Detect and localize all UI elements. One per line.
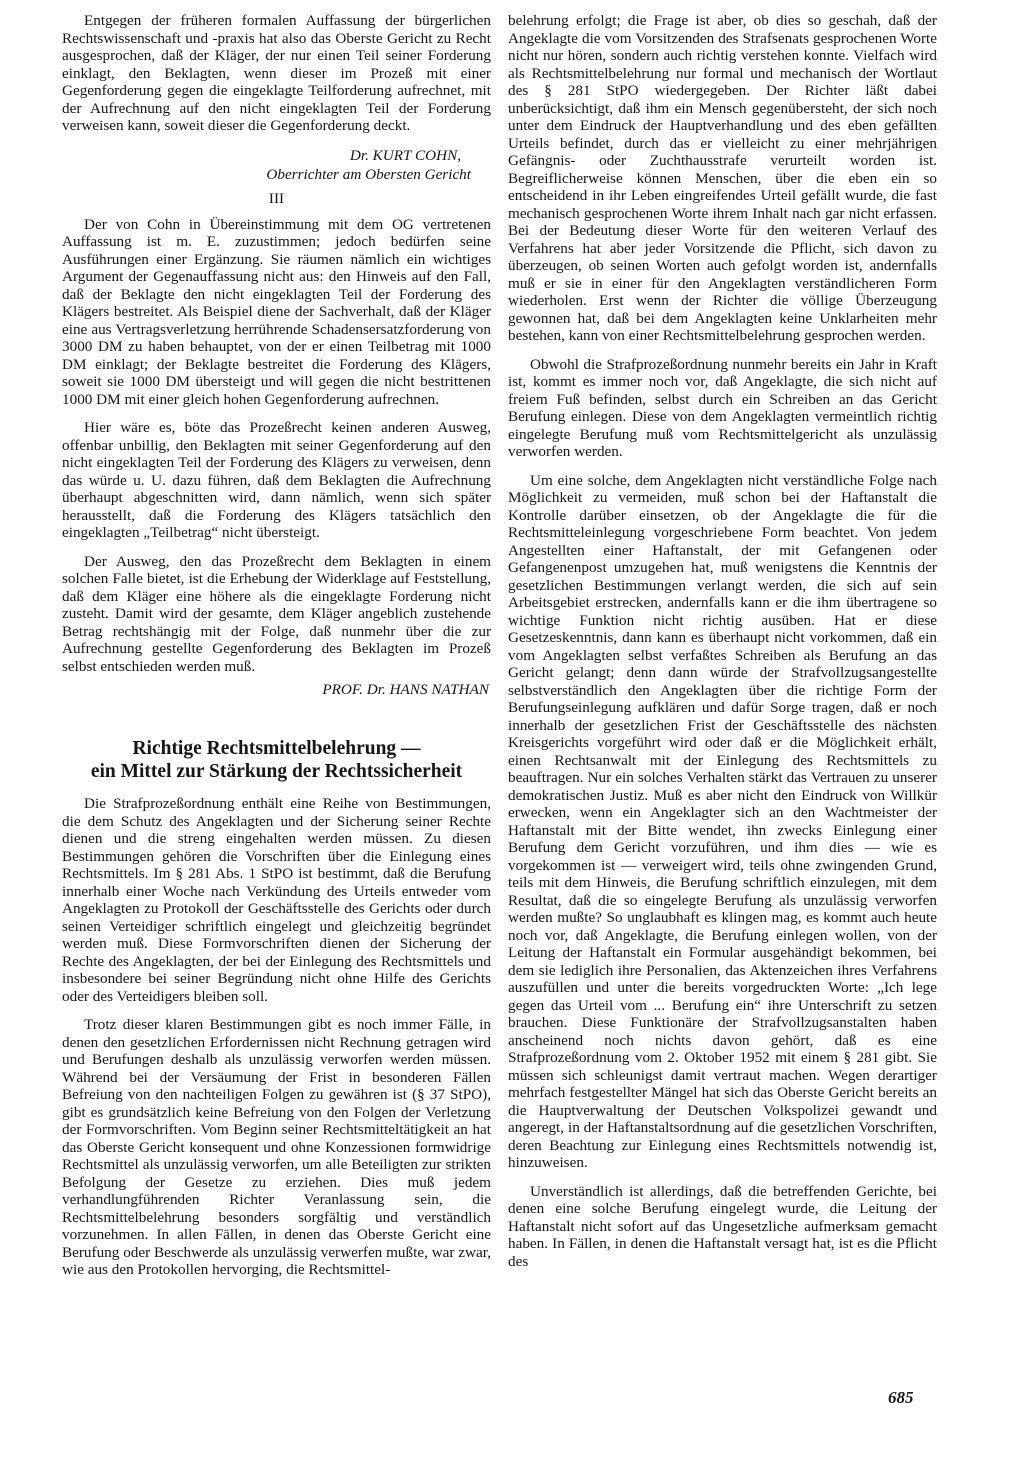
paragraph: Obwohl die Strafprozeßordnung nunmehr bereits ein Jahr in Kraft ist, kommt es immer noch vor, daß Angeklagte, die sich nicht auf freiem Fuß befinden, selbst durch ein Schreiben an das Gericht Berufung einlegen. Diese von dem Angeklagten vermeintlich richtig eingelegte Berufung muß vom Rechtsmittelgericht als unzulässig verworfen werden.: [508, 355, 937, 460]
paragraph: belehrung erfolgt; die Frage ist aber, ob dies so geschah, daß der Angeklagte die vom Vorsitzenden des Strafsenats gesprochenen Worte nicht nur hören, sondern auch richtig verstehen konnte. Vielfach wird als Rechtsmittelbelehrung nur formal und mechanisch der Wortlaut des § 281 StPO wiedergegeben. Der Richter läßt dabei unberücksichtigt, daß ihm ein Mensch gegenübersteht, der sich noch unter dem Eindruck der Hauptverhandlung und des eben gefällten Urteils befindet, durch das er vielleicht zu einer mehrjährigen Gefängnis- oder Zuchthausstrafe verurteilt worden ist. Begreiflicherweise können Menschen, über die eben ein so entscheidend in ihr Leben eingreifendes Urteil gefällt wurde, die fast mechanisch gesprochenen Worte ihrem Inhalt nach gar nicht erfassen. Bei der Bedeutung dieser Worte für den weiteren Verlauf des Verfahrens hat aber jeder Vorsitzende die Pflicht, sich davon zu überzeugen, ob seinen Worten auch gefolgt worden ist, andernfalls muß er sie in einer für den Angeklagten verständlicheren Form wiederholen. Erst wenn der Richter die völlige Überzeugung gewonnen hat, daß bei dem Angeklagten keine Unklarheiten mehr bestehen, kann von einer Rechtsmittelbelehrung gesprochen werden.: [508, 12, 937, 344]
article-heading: [62, 737, 491, 783]
author-signature-title: Oberrichter am Obersten Gericht: [266, 165, 471, 183]
paragraph: Die Strafprozeßordnung enthält eine Reihe von Bestimmungen, die dem Schutz des Angeklagten und der Sicherung seiner Rechte dienen und die streng eingehalten werden müssen. Zu diesen Bestimmungen gehören die Vorschriften über die Einlegung eines Rechtsmittels. Im § 281 Abs. 1 StPO ist bestimmt, daß die Berufung innerhalb einer Woche nach Verkündung des Urteils entweder vom Angeklagten zu Protokoll der Geschäftsstelle des Gerichts oder durch seinen Verteidiger schriftlich eingelegt und gleichzeitig begründet werden muß. Diese Formvorschriften dienen der Sicherung der Rechte des Angeklagten, der bei der Einlegung des Rechtsmittels und insbesondere bei seiner Begründung nicht ohne Hilfe des Gerichts oder des Verteidigers bleiben soll.: [62, 795, 491, 1005]
paragraph: Unverständlich ist allerdings, daß die betreffenden Gerichte, bei denen eine solche Berufung eingelegt wurde, die Leitung der Haftanstalt nicht sofort auf das Ungesetzliche aufmerksam gemacht haben. In Fällen, in denen die Haftanstalt versagt hat, ist es die Pflicht des: [508, 1182, 937, 1270]
paragraph: Entgegen der früheren formalen Auffassung der bürgerlichen Rechtswissenschaft und -praxis hat also das Oberste Gericht zu Recht ausgesprochen, daß der Kläger, der nur einen Teil seiner Forderung einklagt, den Beklagten, wenn dieser im Prozeß mit einer Gegenforderung gegen die eingeklagte Teilforderung aufrechnet, mit der Aufrechnung auf den nicht eingeklagten Teil der Forderung verweisen kann, soweit dieser die Gegenforderung deckt.: [62, 12, 491, 134]
article-heading-line: Richtige Rechtsmittelbelehrung —: [132, 738, 421, 759]
paragraph: Um eine solche, dem Angeklagten nicht verständliche Folge nach Möglichkeit zu vermeiden, muß schon bei der Haftanstalt die Kontrolle darüber einsetzen, ob der Angeklagte die für die Rechtsmitteleinlegung vorgeschriebene Form beachtet. Von jedem Angestellten einer Haftanstalt, der mit Gefangenen oder Gefangenenpost umzugehen hat, muß wenigstens die Kenntnis der gesetzlichen Bestimmungen verlangt werden, die sich auf sein Arbeitsgebiet erstrecken, andernfalls kann er die ihm übertragene so wichtige Funktion nicht richtig ausüben. Hat er diese Gesetzeskenntnis, dann kann es überhaupt nicht vorkommen, daß ein vom Angeklagten selbst verfaßtes Schreiben als Berufung an das Gericht gelangt; denn dann würde der Strafvollzugsangestellte selbstverständlich den Angeklagten über die richtige Form der Berufungseinlegung aufklären und dafür Sorge tragen, daß er noch innerhalb der gesetzlichen Frist der Geschäftsstelle des nächsten Kreisgerichts vorgeführt wird oder daß er die Möglichkeit erhält, einen Rechtsanwalt mit der Einlegung des Rechtsmittels zu beauftragen. Nur ein solches Verhalten stärkt das Vertrauen zu unserer demokratischen Justiz. Muß es aber nicht den Eindruck von Willkür erwecken, wenn ein Angeklagter sich an den Wachtmeister der Haftanstalt mit der Bitte wendet, ihn zwecks Einlegung einer Berufung dem Gericht vorzuführen, und ihm dies — wie es vorgekommen ist — verweigert wird, teils ohne zwingenden Grund, teils mit dem Hinweis, die Berufung schriftlich einzulegen, mit dem Resultat, daß die so eingelegte Berufung als unzulässig verworfen werden mußte? So unglaubhaft es klingen mag, es kommt auch heute noch vor, daß Angeklagte, die Berufung einlegen wollen, von der Leitung der Haftanstalt ein Formular ausgehändigt bekommen, bei dem sie lediglich ihre Personalien, das Aktenzeichen ihres Verfahrens auszufüllen und unter die bereits vorgedruckten Worte: „Ich lege gegen das Urteil vom ... Berufung ein“ ihre Unterschrift zu setzen brauchen. Diese Funktionäre der Strafvollzugsanstalten haben anscheinend noch nichts davon gehört, daß es eine Strafprozeßordnung vom 2. Oktober 1952 mit einem § 281 gibt. Sie müssen sich schleunigst damit vertraut machen. Wegen derartiger mehrfach festgestellter Mängel hat sich das Oberste Gericht bereits an die Hauptverwaltung der Deutschen Volkspolizei gewandt und angeregt, in der Haftanstaltsordnung auf die gesetzlichen Vorschriften, deren Beachtung zur Einlegung eines Rechtsmittels notwendig ist, hinzuweisen.: [508, 471, 937, 1171]
paragraph: Der Ausweg, den das Prozeßrecht dem Beklagten in einem solchen Falle bietet, ist die Erhebung der Widerklage auf Feststellung, daß dem Kläger eine höhere als die eingeklagte Forderung nicht zusteht. Damit wird der gesamte, dem Kläger angeblich zustehende Betrag rechtshängig mit der Folge, daß nunmehr über die zur Aufrechnung gestellte Gegenforderung des Beklagten im Prozeß selbst entschieden werden muß.: [62, 552, 491, 675]
page-number: 685: [888, 1388, 914, 1407]
right-column: [508, 12, 937, 1281]
paragraph: Der von Cohn in Übereinstimmung mit dem OG vertretenen Auffassung ist m. E. zuzustimmen; jedoch bedürfen seine Ausführungen einer Ergänzung. Sie räumen nämlich ein wichtiges Argument der Gegenauffassung nicht aus: den Hinweis auf den Fall, daß der Beklagte den nicht eingeklagten Teil der Forderung des Klägers bestreitet. Als Beispiel diene der Sachverhalt, daß der Kläger eine aus Vertragsverletzung herrührende Schadensersatzforderung von 3000 DM zu haben behauptet, von der er einen Teilbetrag mit 1000 DM einklagt; der Beklagte bestreitet die Forderung des Klägers, soweit sie 1000 DM übersteigt und will gegen die nicht bestrittenen 1000 DM mit einer gleich hohen Gegenforderung aufrechnen.: [62, 215, 491, 408]
author-signature-name: Dr. KURT COHN,: [349, 146, 461, 164]
left-column: [62, 12, 491, 1290]
article-heading-line: ein Mittel zur Stärkung der Rechtssicherheit: [90, 761, 463, 782]
author-signature: PROF. Dr. HANS NATHAN: [322, 681, 489, 698]
paragraph: Trotz dieser klaren Bestimmungen gibt es noch immer Fälle, in denen den gesetzlichen Erfordernissen nicht Rechnung getragen wird und Berufungen deshalb als unzulässig verworfen werden müssen. Während bei der Versäumung der Frist in besonderen Fällen Befreiung von den nachteiligen Folgen zu gewähren ist (§ 37 StPO), gibt es grundsätzlich keine Befreiung von den Folgen der Verletzung der Formvorschriften. Vom Beginn seiner Rechtsmitteltätigkeit an hat das Oberste Gericht konsequent und ohne Konzessionen formwidrige Rechtsmittel als unzulässig verworfen, um alle Beteiligten zur strikten Befolgung der Gesetze zu erziehen. Dies muß jedem verhandlungführenden Richter Veranlassung sein, die Rechtsmittelbelehrung besonders sorgfältig und verständlich vorzunehmen. In allen Fällen, in denen das Oberste Gericht eine Berufung oder Beschwerde als unzulässig verwerfen mußte, war zwar, wie aus den Protokollen hervorging, die Rechtsmittel-: [62, 1016, 491, 1278]
paragraph: Hier wäre es, böte das Prozeßrecht keinen anderen Ausweg, offenbar unbillig, den Beklagten mit seiner Gegenforderung auf den nicht eingeklagten Teil der Forderung des Klägers zu verweisen, denn das würde u. U. dazu führen, daß dem Beklagten die Aufrechnung überhaupt abgeschnitten wird, dann nämlich, wenn sich später herausstellt, daß die Forderung des Klägers tatsächlich den eingeklagten „Teilbetrag“ nicht übersteigt.: [62, 419, 491, 541]
section-number: III: [268, 189, 285, 207]
